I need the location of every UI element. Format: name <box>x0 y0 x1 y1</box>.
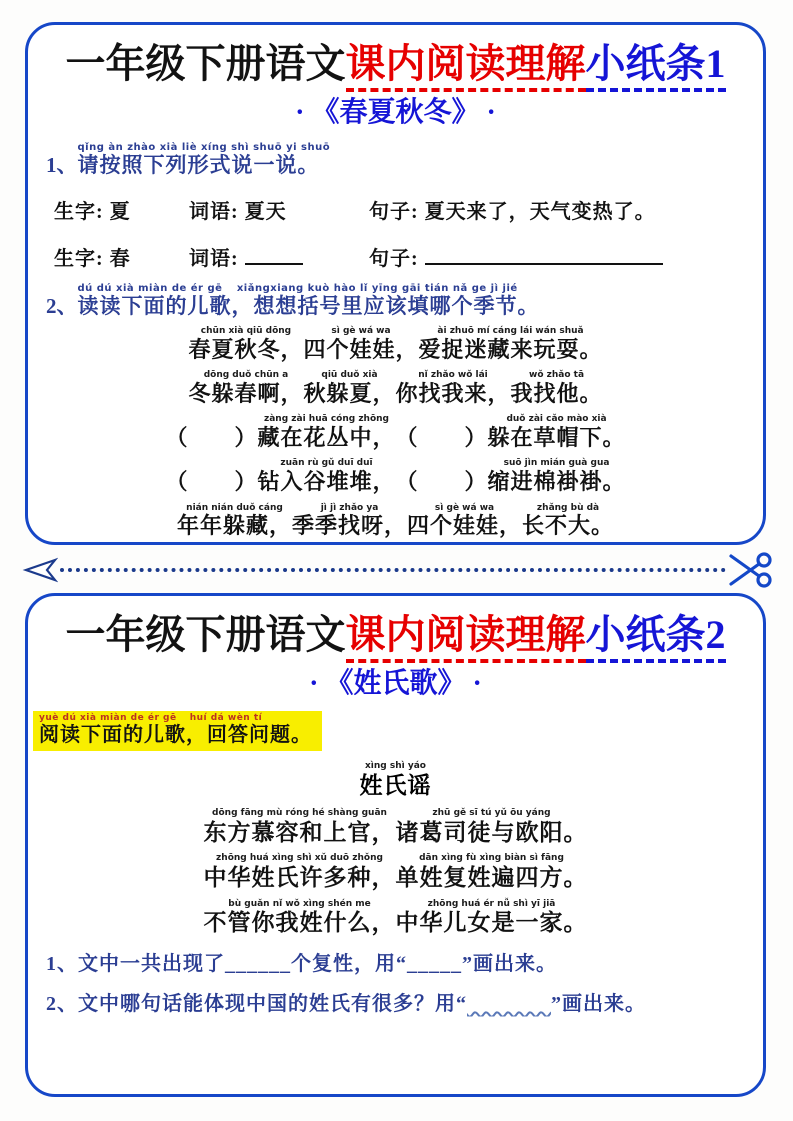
title-grade: 一年级下册语文 <box>65 41 346 86</box>
poem-chunxiaqiudong <box>28 326 763 540</box>
question-text-pre: 文中哪句话能体现中国的姓氏有很多？用“ <box>78 992 467 1015</box>
poem-line-2: zhōng huá xìng shì xǔ duō zhǒng 中华姓氏许多种， dān xìng fù xìng biàn sì fāng 单姓复姓遍四方。 <box>203 853 588 890</box>
juzi-label: 句子: <box>369 247 419 270</box>
title-topic: 课内阅读理解 <box>346 41 586 92</box>
poem-line-4: （ ） zuān rù gǔ duī duī 钻入谷堆堆， （ ） suō jìn mián guà gua 缩进棉褂褂。 <box>165 458 626 495</box>
poem-line-3: （ ） zàng zài huā cóng zhōng 藏在花丛中， （ ） duǒ zài cǎo mào xià 躲在草帽下。 <box>165 414 626 451</box>
title-number: 小纸条2 <box>586 612 726 663</box>
question-text: 文中一共出现了______个复性，用“_____”画出来。 <box>78 952 557 975</box>
title-grade: 一年级下册语文 <box>65 612 346 657</box>
poem-title-text: 姓氏谣 <box>359 773 432 799</box>
title-number: 小纸条1 <box>586 41 726 92</box>
worksheet-card-2 <box>25 593 766 1097</box>
example-row <box>54 195 763 224</box>
wavy-answer-blank <box>467 991 551 1017</box>
juzi-value: 夏天来了，天气变热了。 <box>424 200 656 223</box>
poem-line-5: nián nián duǒ cáng 年年躲藏， jì jì zhǎo ya 季季找呀， sì gè wá wa 四个娃娃， zhǎng bù dà 长不大。 <box>176 502 615 539</box>
poem-line-3: bù guǎn nǐ wǒ xìng shén me 不管你我姓什么， zhōng huá ér nǚ shì yī jiā 中华儿女是一家。 <box>203 898 588 936</box>
poem-line-1: dōng fāng mù róng hé shàng guān 东方慕容和上官， zhū gě sī tú yǔ ōu yáng 诸葛司徒与欧阳。 <box>203 807 588 845</box>
ciyu-label: 词语: <box>189 247 239 270</box>
question-text: 读读下面的儿歌，想想括号里应该填哪个季节。 <box>77 293 540 318</box>
question-2-1 <box>46 951 763 977</box>
question-text: 请按照下列形式说一说。 <box>77 152 320 177</box>
page-title-1 <box>28 41 763 87</box>
shengzi-value: 春 <box>109 247 131 270</box>
dotted-cut-line <box>60 568 726 572</box>
question-number: 1、 <box>46 952 78 975</box>
answer-row <box>54 242 763 271</box>
left-arrow-icon <box>22 557 58 583</box>
question-number: 1、 <box>46 152 78 177</box>
poem-line-1: chūn xià qiū dōng 春夏秋冬， sì gè wá wa 四个娃娃， ài zhuō mí cáng lái wán shuǎ 爱捉迷藏来玩耍。 <box>188 325 603 362</box>
highlighted-instruction <box>33 711 322 752</box>
lesson-title-2: · 《姓氏歌》 · <box>309 668 482 699</box>
instruction-text: 阅读下面的儿歌，回答问题。 <box>39 724 312 747</box>
question-pinyin: dú dú xià miàn de ér gē xiǎngxiang kuò hào lǐ yīng gāi tián nǎ ge jì jié <box>77 282 518 294</box>
juzi-label: 句子: <box>369 200 419 223</box>
instruction-pinyin: yuè dú xià miàn de ér gē huí dá wèn tí <box>39 712 263 723</box>
lesson-title-1: · 《春夏秋冬》 · <box>295 97 496 128</box>
question-1-1 <box>46 142 763 177</box>
worksheet-card-1 <box>25 22 766 545</box>
page-title-2 <box>28 612 763 658</box>
shengzi-label: 生字: <box>54 200 104 223</box>
shengzi-value: 夏 <box>109 200 131 223</box>
poem-line-2: dōng duǒ chūn a 冬躲春啊， qiū duǒ xià 秋躲夏， nǐ zhǎo wǒ lái 你找我来， wǒ zhǎo tā 我找他。 <box>188 370 603 406</box>
poem-title-xingshiyao <box>28 761 763 799</box>
question-number: 2、 <box>46 293 78 318</box>
title-topic: 课内阅读理解 <box>346 612 586 663</box>
question-pinyin: qǐng àn zhào xià liè xíng shì shuō yi shuō <box>77 141 331 153</box>
poem-xingshige <box>28 808 763 937</box>
question-1-2 <box>46 283 763 318</box>
cut-line <box>22 549 774 591</box>
ciyu-value: 夏天 <box>244 200 287 223</box>
shengzi-label: 生字: <box>54 247 104 270</box>
ciyu-answer-blank <box>245 262 303 265</box>
juzi-answer-blank <box>425 262 663 265</box>
scissors-icon <box>728 549 774 591</box>
question-2-2 <box>46 991 763 1017</box>
question-text-post: ”画出来。 <box>551 992 646 1015</box>
poem-title-pinyin: xìng shì yáo <box>365 761 426 772</box>
ciyu-label: 词语: <box>189 200 239 223</box>
question-number: 2、 <box>46 992 78 1015</box>
